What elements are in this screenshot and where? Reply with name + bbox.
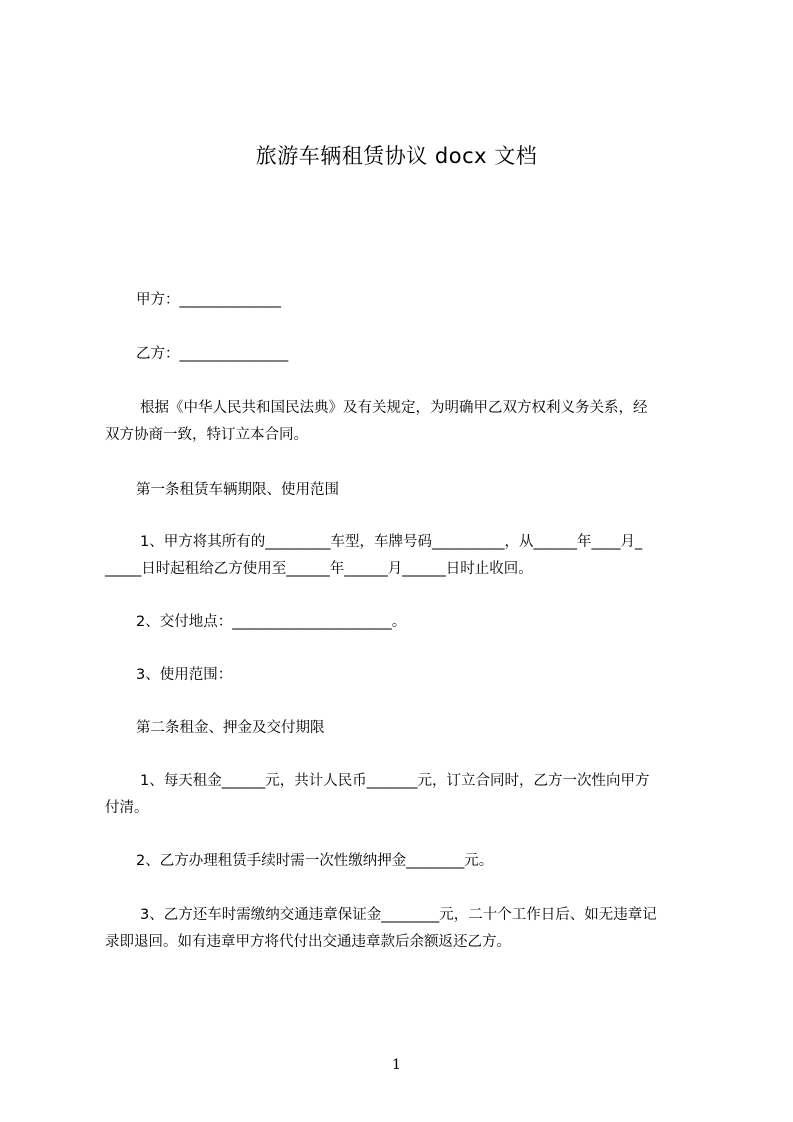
article-1-item-3: 3、使用范围： [136,667,233,683]
article-2-item-3-line-2: 录即退回。如有违章甲方将代付出交通违章款后余额返还乙方。 [105,934,511,950]
article-2-heading: 第二条租金、押金及交付期限 [136,720,325,736]
article-1-item-1-line-2: _____日时起租给乙方使用至______年______月______日时止收回。 [105,561,533,577]
document-title: 旅游车辆租赁协议 docx 文档 [255,144,538,168]
intro-paragraph-line-2: 双方协商一致，特订立本合同。 [105,427,308,443]
article-2-item-1-line-1: 1、每天租金______元，共计人民币_______元，订立合同时，乙方一次性向甲方 [140,773,650,789]
article-2-item-1-line-2: 付清。 [105,800,149,816]
article-1-item-1-line-1: 1、甲方将其所有的_________车型，车牌号码__________，从______年____月_ [140,534,643,550]
page-number: 1 [392,1057,401,1073]
article-2-item-3-line-1: 3、乙方还车时需缴纳交通违章保证金________元，二十个工作日后、如无违章记 [140,907,657,923]
article-1-item-2: 2、交付地点：______________________。 [136,614,407,630]
article-1-heading: 第一条租赁车辆期限、使用范围 [136,482,339,498]
party-a-line: 甲方：______________ [136,292,281,308]
party-b-line: 乙方：_______________ [136,346,289,362]
article-2-item-2: 2、乙方办理租赁手续时需一次性缴纳押金________元。 [136,853,494,869]
intro-paragraph-line-1: 根据《中华人民共和国民法典》及有关规定，为明确甲乙双方权利义务关系，经 [140,400,648,416]
